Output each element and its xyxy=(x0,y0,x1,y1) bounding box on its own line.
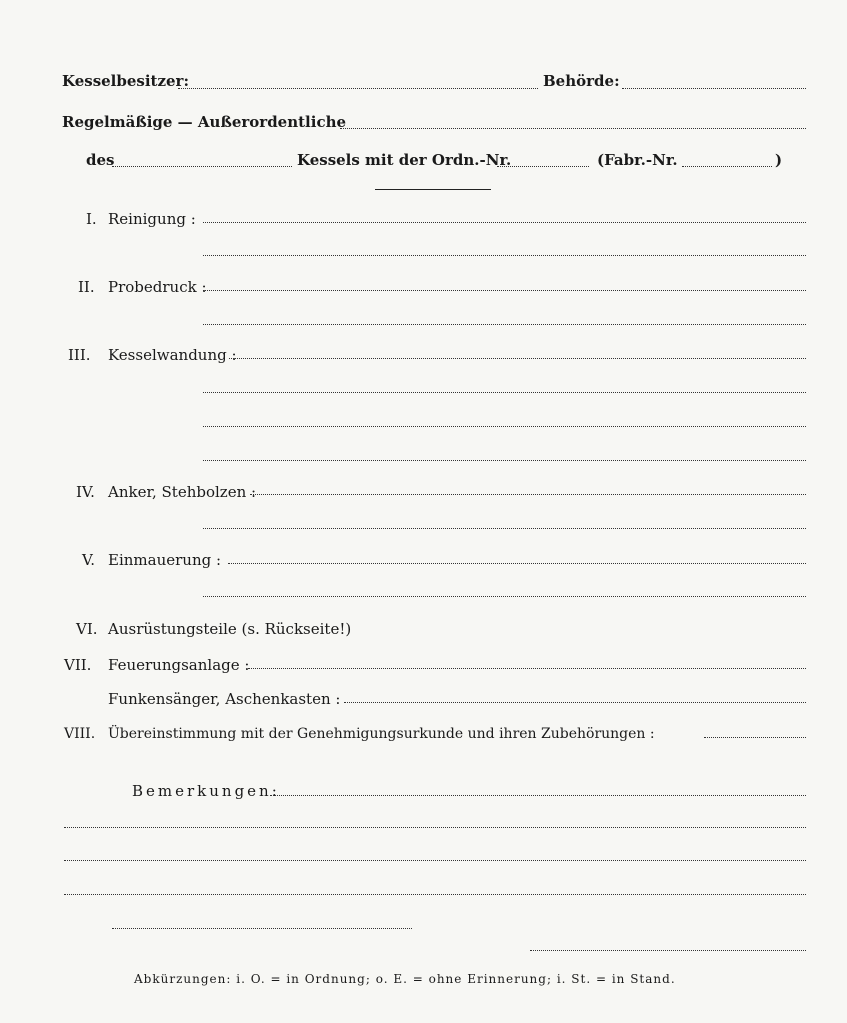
anchor-field[interactable] xyxy=(203,528,806,529)
section-label: Anker, Stehbolzen : xyxy=(108,483,257,501)
boiler-wall-field[interactable] xyxy=(203,426,806,427)
remarks-field[interactable] xyxy=(64,894,806,895)
authority-label: Behörde: xyxy=(543,72,620,90)
des-label: des xyxy=(86,151,115,169)
pressure-test-field[interactable] xyxy=(203,290,806,291)
boiler-wall-field[interactable] xyxy=(203,392,806,393)
section-label: Einmauerung : xyxy=(108,551,222,569)
section-label: Ausrüstungsteile (s. Rückseite!) xyxy=(108,620,352,638)
section-num: VII. xyxy=(64,656,92,674)
section-num: VIII. xyxy=(64,726,96,742)
remarks-field[interactable] xyxy=(64,860,806,861)
anchor-field[interactable] xyxy=(250,494,806,495)
remarks-field[interactable] xyxy=(64,827,806,828)
conformity-field[interactable] xyxy=(704,737,806,738)
place-date-field[interactable] xyxy=(112,928,412,929)
boiler-wall-field[interactable] xyxy=(229,358,806,359)
order-number-field[interactable] xyxy=(497,166,589,167)
authority-field[interactable] xyxy=(622,88,806,89)
section-num: III. xyxy=(68,346,91,364)
fabr-label: (Fabr.-Nr. xyxy=(597,151,678,169)
brickwork-field[interactable] xyxy=(203,596,806,597)
section-label: Übereinstimmung mit der Genehmigungsurkunde und ihren Zubehörungen : xyxy=(108,726,655,742)
brickwork-field[interactable] xyxy=(228,563,806,564)
owner-label: Kesselbesitzer: xyxy=(62,72,189,90)
section-label: Kesselwandung : xyxy=(108,346,237,364)
cleaning-field[interactable] xyxy=(203,255,806,256)
boiler-order-label: Kessels mit der Ordn.-Nr. xyxy=(297,151,512,169)
section-num: VI. xyxy=(76,620,98,638)
boiler-wall-field[interactable] xyxy=(203,460,806,461)
section-num: V. xyxy=(82,551,95,569)
remarks-label: Bemerkungen: xyxy=(132,782,280,800)
section-label: Probedruck : xyxy=(108,278,207,296)
abbreviations-footer: Abkürzungen: i. O. = in Ordnung; o. E. = ohne Erinnerung; i. St. = in Stand. xyxy=(134,972,676,986)
section-num: I. xyxy=(86,210,97,228)
fabr-close: ) xyxy=(775,151,783,169)
section-label: Feuerungsanlage : xyxy=(108,656,250,674)
inspection-type: Regelmäßige — Außerordentliche xyxy=(62,113,347,131)
firing-field[interactable] xyxy=(248,668,806,669)
cleaning-field[interactable] xyxy=(203,222,806,223)
pressure-test-field[interactable] xyxy=(203,324,806,325)
fabr-number-field[interactable] xyxy=(682,166,772,167)
remarks-field[interactable] xyxy=(270,795,806,796)
section-label: Funkensänger, Aschenkasten : xyxy=(108,690,341,708)
inspection-type-field[interactable] xyxy=(340,128,806,129)
section-num: IV. xyxy=(76,483,95,501)
header-divider xyxy=(375,189,491,190)
spark-catcher-field[interactable] xyxy=(344,702,806,703)
section-label: Reinigung : xyxy=(108,210,196,228)
signature-field[interactable] xyxy=(530,950,806,951)
section-num: II. xyxy=(78,278,95,296)
owner-field[interactable] xyxy=(178,88,538,89)
des-field[interactable] xyxy=(112,166,292,167)
